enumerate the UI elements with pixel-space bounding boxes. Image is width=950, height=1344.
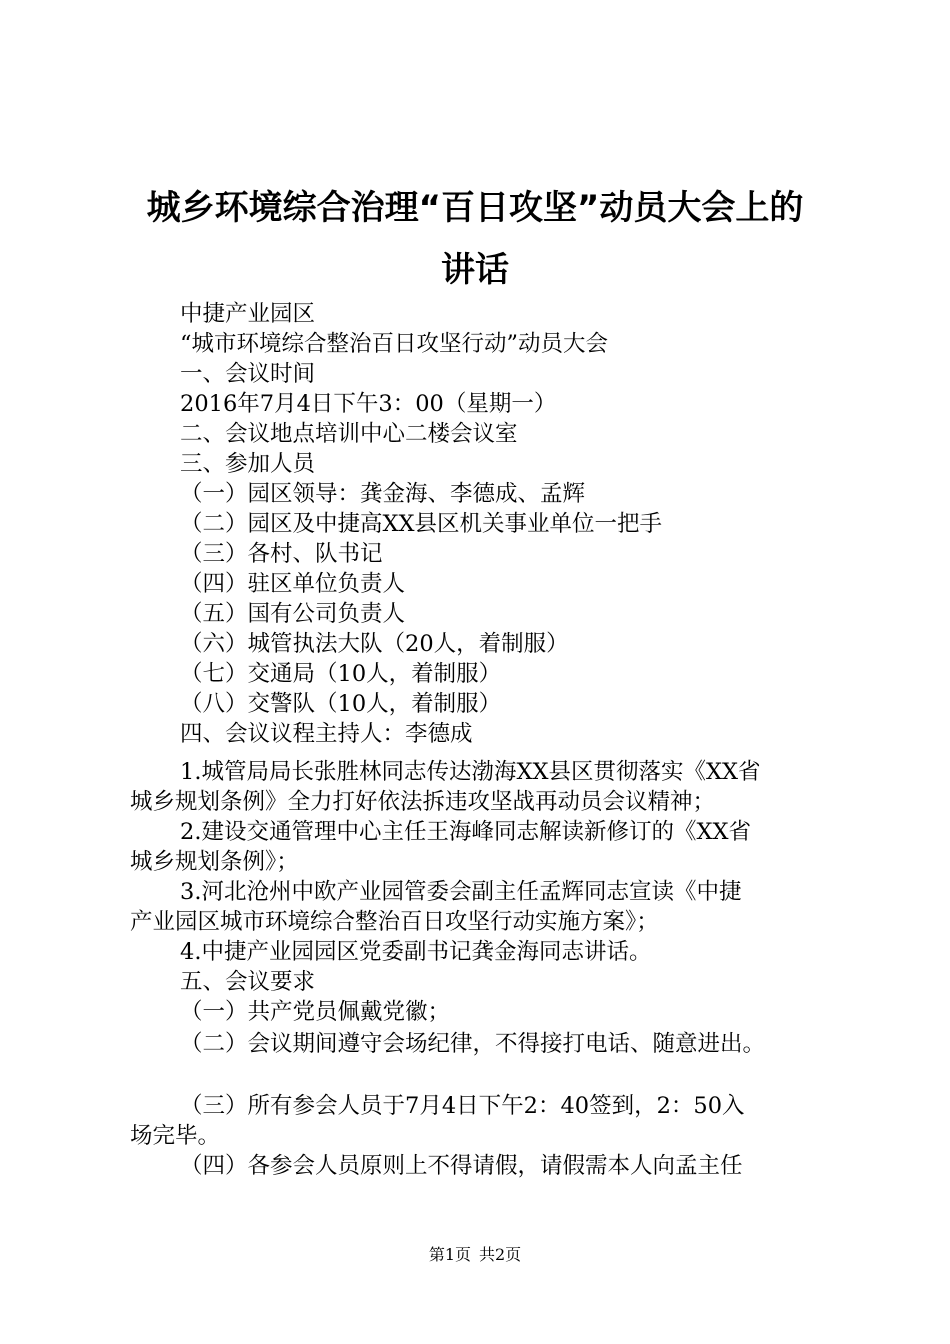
attendee-item: （五）国有公司负责人 — [180, 601, 406, 627]
requirement-item-3-cont: 场完毕。 — [130, 1123, 221, 1149]
attendee-item: （六）城管执法大队（20人，着制服） — [180, 631, 569, 657]
requirement-item-3: （三）所有参会人员于7月4日下午2：40签到，2：50入 — [180, 1093, 745, 1119]
attendee-item: （一）园区领导：龚金海、李德成、孟辉 — [180, 481, 586, 507]
meeting-name-line: “城市环境综合整治百日攻坚行动”动员大会 — [180, 331, 609, 357]
agenda-item-4: 4.中捷产业园园区党委副书记龚金海同志讲话。 — [180, 939, 652, 965]
requirement-item-2: （二）会议期间遵守会场纪律，不得接打电话、随意进出。 — [180, 1031, 766, 1057]
agenda-item-3-cont: 产业园区城市环境综合整治百日攻坚行动实施方案》； — [130, 909, 659, 935]
attendee-item: （三）各村、队书记 — [180, 541, 383, 567]
agenda-item-3: 3.河北沧州中欧产业园管委会副主任孟辉同志宣读《中捷 — [180, 879, 742, 905]
meeting-time-line: 2016年7月4日下午3：00（星期一） — [180, 391, 557, 417]
attendee-item: （二）园区及中捷高XX县区机关事业单位一把手 — [180, 511, 663, 537]
organizer-line: 中捷产业园区 — [180, 301, 316, 327]
attendee-item: （八）交警队（10人，着制服） — [180, 691, 502, 717]
agenda-item-1-cont: 城乡规划条例》全力打好依法拆违攻坚战再动员会议精神； — [130, 789, 716, 815]
attendee-item: （七）交通局（10人，着制服） — [180, 661, 502, 687]
document-title-line-2: 讲话 — [441, 250, 509, 290]
page-total: 共2页 — [479, 1245, 522, 1264]
document-title-line-1: 城乡环境综合治理“百日攻坚”动员大会上的 — [146, 188, 804, 228]
section-heading-location: 二、会议地点培训中心二楼会议室 — [180, 421, 518, 447]
section-heading-time: 一、会议时间 — [180, 361, 316, 387]
agenda-item-2: 2.建设交通管理中心主任王海峰同志解读新修订的《XX省 — [180, 819, 752, 845]
requirement-item-4: （四）各参会人员原则上不得请假，请假需本人向孟主任 — [180, 1153, 743, 1179]
section-heading-attendees: 三、参加人员 — [180, 451, 316, 477]
requirement-item-1: （一）共产党员佩戴党徽； — [180, 999, 451, 1025]
agenda-item-2-cont: 城乡规划条例》； — [130, 849, 299, 875]
agenda-item-1: 1.城管局局长张胜林同志传达渤海XX县区贯彻落实《XX省 — [180, 759, 761, 785]
page-footer — [0, 1245, 950, 1265]
attendee-item: （四）驻区单位负责人 — [180, 571, 406, 597]
section-heading-requirements: 五、会议要求 — [180, 969, 316, 995]
section-heading-agenda: 四、会议议程主持人：李德成 — [180, 721, 473, 747]
page-number: 第1页 — [428, 1245, 471, 1264]
